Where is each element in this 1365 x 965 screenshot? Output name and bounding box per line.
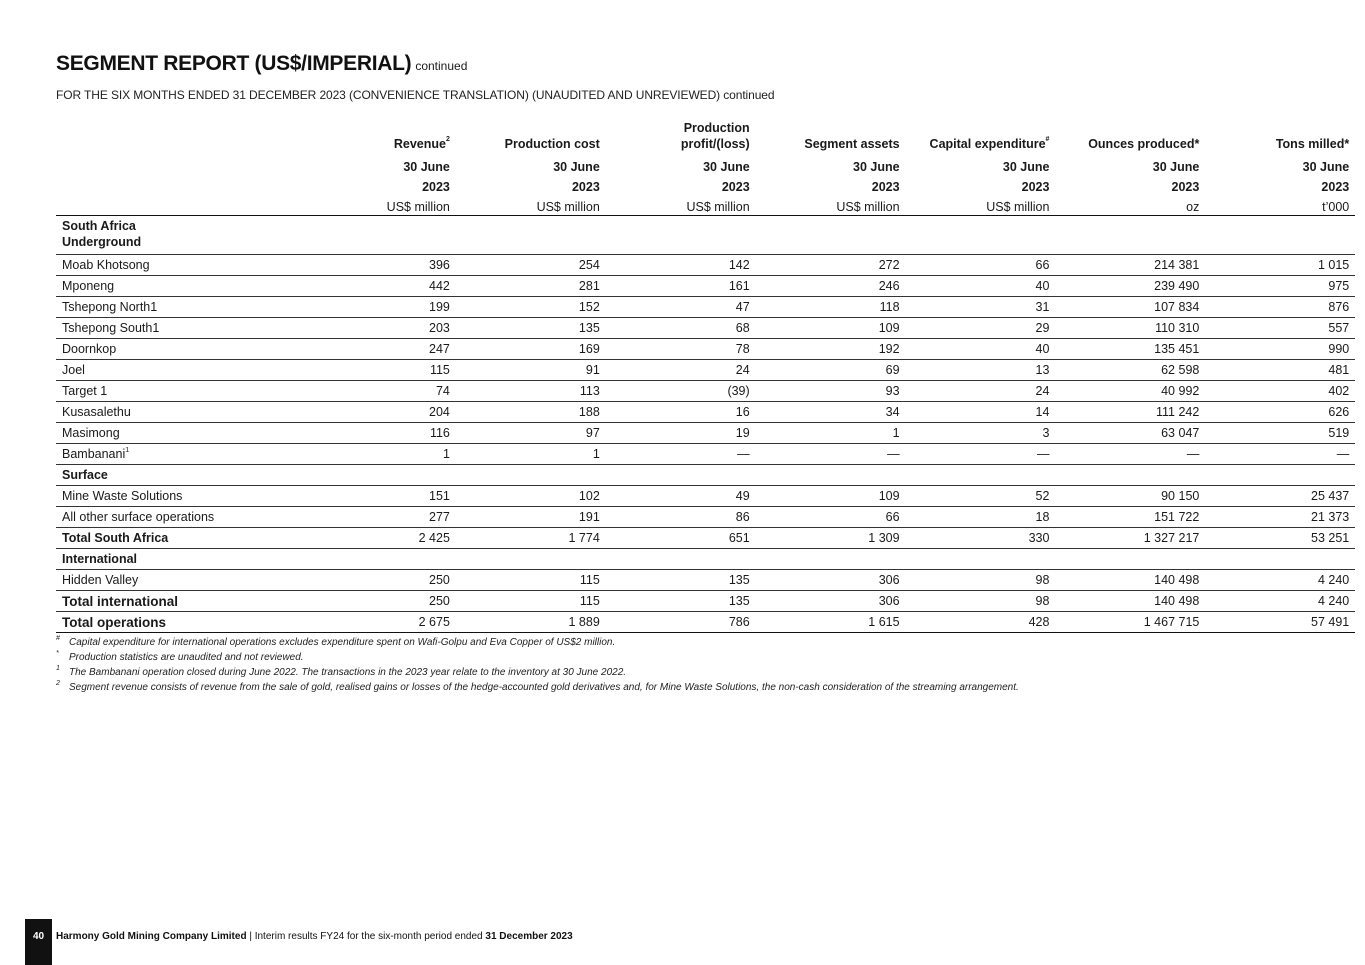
table-row — [56, 507, 1355, 528]
col-period: 30 June — [703, 160, 750, 174]
footer-description: Interim results FY24 for the six-month period ended — [254, 931, 486, 942]
table-cell: 1 774 — [456, 528, 606, 549]
footnote — [56, 680, 1019, 695]
table-cell: 626 — [1205, 402, 1355, 423]
table-cell: 396 — [306, 255, 456, 276]
table-cell: 74 — [306, 381, 456, 402]
table-cell: 115 — [306, 360, 456, 381]
header-row-unit — [56, 195, 1355, 216]
table-cell: 330 — [906, 528, 1056, 549]
table-cell: — — [1055, 444, 1205, 465]
table-cell: 272 — [756, 255, 906, 276]
table-cell: 250 — [306, 570, 456, 591]
table-cell: 98 — [906, 570, 1056, 591]
col-period: 30 June — [403, 160, 450, 174]
table-cell: 250 — [306, 591, 456, 612]
table-cell: 135 — [456, 318, 606, 339]
row-label: Joel — [56, 360, 306, 381]
table-row — [56, 423, 1355, 444]
table-cell: 31 — [906, 297, 1056, 318]
footnotes — [56, 635, 1019, 695]
col-period: 30 June — [1302, 160, 1350, 174]
table-cell: 57 491 — [1205, 612, 1355, 633]
table-cell: — — [906, 444, 1056, 465]
col-period: 30 June — [553, 160, 600, 174]
table-cell: 246 — [756, 276, 906, 297]
col-year: 2023 — [1321, 180, 1350, 194]
col-year: 2023 — [721, 180, 750, 194]
table-row — [56, 402, 1355, 423]
footnote-mark: * — [56, 650, 59, 657]
table-cell: 90 150 — [1055, 486, 1205, 507]
col-header-production-cost: Production cost — [504, 137, 600, 151]
footer-date: 31 December 2023 — [485, 931, 573, 942]
table-cell: 62 598 — [1055, 360, 1205, 381]
table-cell: 66 — [906, 255, 1056, 276]
col-year: 2023 — [1021, 180, 1050, 194]
section-row-surface — [56, 465, 1355, 486]
table-cell: 135 451 — [1055, 339, 1205, 360]
footer-company: Harmony Gold Mining Company Limited — [56, 931, 247, 942]
col-year: 2023 — [1171, 180, 1200, 194]
table-cell: 191 — [456, 507, 606, 528]
table-cell: 135 — [606, 591, 756, 612]
table-cell: — — [1205, 444, 1355, 465]
table-cell: 98 — [906, 591, 1056, 612]
table-cell: 519 — [1205, 423, 1355, 444]
row-label: Moab Khotsong — [56, 255, 306, 276]
table-cell: — — [756, 444, 906, 465]
row-label: Hidden Valley — [56, 570, 306, 591]
col-unit: US$ million — [756, 195, 906, 216]
table-cell: 21 373 — [1205, 507, 1355, 528]
table-cell: 102 — [456, 486, 606, 507]
table-cell: 1 327 217 — [1055, 528, 1205, 549]
table-cell: 204 — [306, 402, 456, 423]
table-cell: 975 — [1205, 276, 1355, 297]
col-header-ounces-produced: Ounces produced* — [1088, 137, 1200, 151]
table-cell: 86 — [606, 507, 756, 528]
col-year: 2023 — [871, 180, 900, 194]
table-cell: 651 — [606, 528, 756, 549]
row-label: Kusasalethu — [56, 402, 306, 423]
footnote — [56, 635, 1019, 650]
footnote-text: Production statistics are unaudited and not reviewed. — [69, 652, 304, 663]
table-cell: 247 — [306, 339, 456, 360]
row-label: Mponeng — [56, 276, 306, 297]
table-cell: 40 992 — [1055, 381, 1205, 402]
table-cell: 18 — [906, 507, 1056, 528]
table-cell: 63 047 — [1055, 423, 1205, 444]
header-row-names — [56, 116, 1355, 155]
table-cell: 24 — [606, 360, 756, 381]
table-cell: 68 — [606, 318, 756, 339]
table-cell: 4 240 — [1205, 591, 1355, 612]
table-cell: 3 — [906, 423, 1056, 444]
table-cell: 25 437 — [1205, 486, 1355, 507]
table-cell: 152 — [456, 297, 606, 318]
table-cell: 110 310 — [1055, 318, 1205, 339]
table-cell: 1 615 — [756, 612, 906, 633]
table-cell: 306 — [756, 591, 906, 612]
table-cell: 1 889 — [456, 612, 606, 633]
table-cell: 111 242 — [1055, 402, 1205, 423]
table-cell: 442 — [306, 276, 456, 297]
table-cell: 69 — [756, 360, 906, 381]
table-cell: 40 — [906, 339, 1056, 360]
page-footer — [25, 919, 573, 965]
row-label: All other surface operations — [56, 507, 306, 528]
table-cell: 142 — [606, 255, 756, 276]
table-cell: 40 — [906, 276, 1056, 297]
table-cell: 97 — [456, 423, 606, 444]
footnote — [56, 665, 1019, 680]
table-cell: 2 675 — [306, 612, 456, 633]
table-cell: 151 — [306, 486, 456, 507]
table-cell: 203 — [306, 318, 456, 339]
table-cell: 199 — [306, 297, 456, 318]
row-label: Tshepong South1 — [56, 318, 306, 339]
col-unit: US$ million — [906, 195, 1056, 216]
table-cell: 239 490 — [1055, 276, 1205, 297]
table-cell: 1 — [456, 444, 606, 465]
table-row — [56, 444, 1355, 465]
row-label: Total international — [56, 591, 306, 612]
table-row — [56, 486, 1355, 507]
table-cell: 876 — [1205, 297, 1355, 318]
section-label: South Africa Underground — [56, 216, 306, 255]
table-cell: 93 — [756, 381, 906, 402]
col-unit: US$ million — [606, 195, 756, 216]
col-period: 30 June — [853, 160, 900, 174]
section-label: International — [56, 549, 306, 570]
table-cell: 116 — [306, 423, 456, 444]
table-cell: 140 498 — [1055, 570, 1205, 591]
table-row — [56, 255, 1355, 276]
table-cell: 115 — [456, 570, 606, 591]
table-cell: 169 — [456, 339, 606, 360]
total-row-international — [56, 591, 1355, 612]
col-year: 2023 — [422, 180, 450, 194]
table-cell: 1 — [306, 444, 456, 465]
table-cell: 1 — [756, 423, 906, 444]
row-label: Tshepong North1 — [56, 297, 306, 318]
col-header-segment-assets: Segment assets — [804, 137, 900, 151]
table-cell: 115 — [456, 591, 606, 612]
col-unit: US$ million — [306, 195, 456, 216]
table-row — [56, 360, 1355, 381]
col-header-production-profit: Production profit/(loss) — [680, 121, 750, 151]
segment-report-table — [56, 116, 1355, 633]
table-cell: 14 — [906, 402, 1056, 423]
col-header-revenue: Revenue$^2$ — [393, 136, 450, 151]
page-subtitle: FOR THE SIX MONTHS ENDED 31 DECEMBER 2023 (CONVENIENCE TRANSLATION) (UNAUDITED AND UNREVIEWED) continued — [56, 88, 775, 102]
table-cell: 428 — [906, 612, 1056, 633]
col-header-tons-milled: Tons milled* — [1275, 137, 1350, 151]
table-cell: 24 — [906, 381, 1056, 402]
header-row-year — [56, 175, 1355, 195]
table-cell: 66 — [756, 507, 906, 528]
table-cell: 34 — [756, 402, 906, 423]
table-row — [56, 570, 1355, 591]
table-cell: 29 — [906, 318, 1056, 339]
table-cell: (39) — [606, 381, 756, 402]
row-label: Masimong — [56, 423, 306, 444]
col-unit: US$ million — [456, 195, 606, 216]
row-label: Target 1 — [56, 381, 306, 402]
table-cell: 78 — [606, 339, 756, 360]
col-unit: oz — [1055, 195, 1205, 216]
table-cell: 277 — [306, 507, 456, 528]
table-cell: 109 — [756, 486, 906, 507]
table-cell: 214 381 — [1055, 255, 1205, 276]
table-row — [56, 318, 1355, 339]
table-cell: 91 — [456, 360, 606, 381]
page-number: 40 — [25, 919, 52, 965]
table-cell: 192 — [756, 339, 906, 360]
footnote-mark: 2 — [56, 680, 60, 687]
table-cell: 786 — [606, 612, 756, 633]
table-cell: 557 — [1205, 318, 1355, 339]
table-cell: 306 — [756, 570, 906, 591]
table-cell: 140 498 — [1055, 591, 1205, 612]
total-row-south-africa — [56, 528, 1355, 549]
table-cell: 118 — [756, 297, 906, 318]
table-cell: 151 722 — [1055, 507, 1205, 528]
table-cell: 990 — [1205, 339, 1355, 360]
table-row — [56, 381, 1355, 402]
page-title: SEGMENT REPORT (US$/IMPERIAL) — [56, 52, 412, 75]
table-cell: 113 — [456, 381, 606, 402]
row-label: Doornkop — [56, 339, 306, 360]
col-year: 2023 — [571, 180, 600, 194]
footnote-text: The Bambanani operation closed during June 2022. The transactions in the 2023 year relate to the inventory at 30 June 2022. — [69, 667, 627, 678]
table-cell: 481 — [1205, 360, 1355, 381]
section-label: Surface — [56, 465, 306, 486]
table-cell: 402 — [1205, 381, 1355, 402]
table-cell: 1 015 — [1205, 255, 1355, 276]
table-cell: 1 467 715 — [1055, 612, 1205, 633]
header-row-period — [56, 155, 1355, 175]
table-cell: — — [606, 444, 756, 465]
table-cell: 4 240 — [1205, 570, 1355, 591]
row-label: Total operations — [56, 612, 306, 633]
col-period: 30 June — [1152, 160, 1200, 174]
table-cell: 281 — [456, 276, 606, 297]
table-cell: 109 — [756, 318, 906, 339]
col-header-capital-expenditure: Capital expenditure# — [929, 136, 1050, 151]
table-cell: 254 — [456, 255, 606, 276]
table-row — [56, 297, 1355, 318]
col-unit: t’000 — [1205, 195, 1355, 216]
title-continued: continued — [415, 59, 468, 73]
footnote-text: Segment revenue consists of revenue from the sale of gold, realised gains or losses of the hedge-accounted gold derivatives and, for Mine Waste Solutions, the non-cash consideration of the streaming arrangement. — [69, 682, 1019, 693]
row-label: Total South Africa — [56, 528, 306, 549]
table-cell: 53 251 — [1205, 528, 1355, 549]
table-cell: 135 — [606, 570, 756, 591]
table-cell: 107 834 — [1055, 297, 1205, 318]
row-label: Mine Waste Solutions — [56, 486, 306, 507]
total-row-operations — [56, 612, 1355, 633]
footnote-mark: # — [56, 635, 60, 642]
footnote — [56, 650, 1019, 665]
table-cell: 1 309 — [756, 528, 906, 549]
table-cell: 2 425 — [306, 528, 456, 549]
table-cell: 47 — [606, 297, 756, 318]
table-cell: 16 — [606, 402, 756, 423]
footnote-text: Capital expenditure for international operations excludes expenditure spent on Wafi-Golpu and Eva Copper of US$2 million. — [69, 637, 616, 648]
footnote-mark: 1 — [56, 665, 60, 672]
table-cell: 13 — [906, 360, 1056, 381]
table-cell: 188 — [456, 402, 606, 423]
col-period: 30 June — [1002, 160, 1050, 174]
table-row — [56, 276, 1355, 297]
footer-text: Harmony Gold Mining Company Limited | Interim results FY24 for the six-month period ended 31 December 2023 — [56, 931, 573, 942]
table-cell: 49 — [606, 486, 756, 507]
table-cell: 161 — [606, 276, 756, 297]
section-row-international — [56, 549, 1355, 570]
table-cell: 52 — [906, 486, 1056, 507]
section-row-south-africa — [56, 216, 1355, 255]
table-cell: 19 — [606, 423, 756, 444]
row-label: Bambanani$^1$ — [56, 444, 306, 465]
page-heading — [56, 52, 467, 76]
table-row — [56, 339, 1355, 360]
